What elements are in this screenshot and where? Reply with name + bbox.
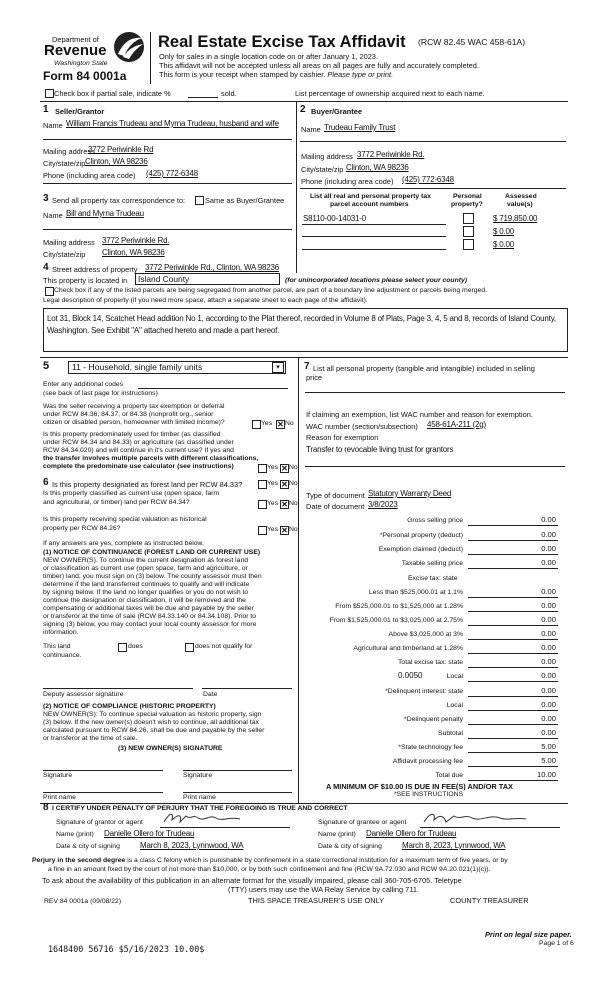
reason-label: Reason for exemption	[306, 433, 379, 442]
if-yes-note: If any answers are yes, complete as instructed below.	[43, 540, 204, 547]
tax-label: Affidavit processing fee	[392, 758, 463, 765]
grantor-signature-icon	[160, 810, 255, 826]
seller-number: 1	[43, 104, 49, 115]
street-label: Street address of property	[52, 265, 138, 274]
notice1-line: continue the designation or classification, it will be removed and the	[43, 597, 246, 604]
notice2-title: (2) NOTICE OF COMPLIANCE (HISTORIC PROPERTY)	[43, 703, 216, 710]
tax-value: 0.00	[541, 728, 556, 737]
page-number: Page 1 of 6	[539, 940, 574, 947]
minimum-note: A MINIMUM OF $10.00 IS DUE IN FEE(S) AND/OR TAX	[326, 782, 513, 791]
current-use-yes-checkbox[interactable]	[258, 500, 267, 509]
owner-signature-label: Signature	[43, 772, 73, 779]
deputy-signature-label: Deputy assessor signature	[43, 691, 124, 698]
doc-date-label: Date of document	[306, 502, 365, 511]
header-note-3: This form is your receipt when stamped by cashier. Please type or print.	[159, 70, 394, 79]
codes-label: Enter any additional codes	[43, 381, 124, 388]
dept-line2: Revenue	[44, 42, 107, 59]
notice1-line: or classification as current use (open space, farm and agriculture, or	[43, 565, 248, 572]
exempt-label: If claiming an exemption, list WAC number and reason for exemption.	[306, 410, 533, 419]
tax-label: Total excise tax: state	[398, 659, 463, 666]
legal-description: Lot 31, Block 14, Scatchet Head addition No 1, according to the Plat thereof, recorded in Volume 8 of Plats, Page 3, 4, 5 and 8, records of Island County, Washington. See Exhibit "A" attached hereto and made a part hereof.	[47, 314, 556, 335]
personal-property-checkbox[interactable]	[463, 226, 474, 237]
corr-mail: 3772 Periwinkle Rd.	[102, 236, 170, 245]
tax-label: Less than $525,000.01 at 1.1%	[368, 589, 463, 596]
dropdown-arrow-icon[interactable]: ▾	[272, 362, 284, 373]
tax-label: Local	[446, 673, 463, 680]
tax-value: 0.00	[541, 700, 556, 709]
tax-value: 5.00	[541, 756, 556, 765]
sec5-number: 5	[43, 360, 50, 372]
perjury-line-1: Perjury in the second degree is a class C felony which is punishable by confinement in a state correctional institution for a maximum term of five years, or by	[32, 857, 508, 864]
dor-swoosh-icon	[112, 30, 146, 64]
corr-number: 3	[43, 193, 49, 204]
tax-label: Above $3,025,000 at 3%	[388, 631, 463, 638]
corr-name-label: Name	[43, 211, 63, 220]
parcel-number: S8110-00-14031-0	[303, 214, 366, 223]
tax-label: From $525,000.01 to $1,525,000 at 1.28%	[335, 603, 463, 610]
q1-line: under RCW 84.36, 84.37, or 84.38 (nonprofit org., senior	[43, 411, 214, 418]
land-does-checkbox[interactable]	[118, 643, 127, 652]
no-label: No	[289, 526, 298, 533]
segregated-checkbox[interactable]	[45, 287, 54, 296]
tax-value: 0.00	[541, 587, 556, 596]
new-owner-sig-title: (3) NEW OWNER(S) SIGNATURE	[118, 745, 223, 752]
sec7-number: 7	[304, 361, 310, 372]
forest-no-checkbox[interactable]: ✕	[281, 480, 288, 489]
recording-stamp: 1648400 56716 $5/16/2023 10.00$	[48, 944, 205, 954]
notice1-line: signing (3) below, you may contact your local county assessor for more	[43, 621, 257, 628]
certify-statement: I CERTIFY UNDER PENALTY OF PERJURY THAT THE FOREGOING IS TRUE AND CORRECT	[52, 805, 348, 812]
street-address: 3772 Periwinkle Rd., Clinton, WA 98236	[145, 263, 279, 272]
corr-name: Bill and Myrna Trudeau	[66, 209, 144, 218]
notice1-line: timber) land, you must sign on (3) below. The county assessor must then	[43, 573, 262, 580]
assessed-value: $ 719,850.00	[493, 214, 538, 223]
grantee-date-label: Date & city of signing	[318, 843, 382, 850]
grantor-sig-label: Signature of grantor or agent	[56, 819, 143, 826]
legal-paper-note: Print on legal size paper.	[485, 930, 572, 939]
grantor-date: March 8, 2023, Lynnwood, WA	[140, 841, 244, 850]
seller-mail: 3772 Periwinkle Rd	[88, 145, 154, 154]
historic-yes-checkbox[interactable]	[258, 526, 267, 535]
continuance-label: continuance.	[43, 652, 82, 659]
q2-no-checkbox[interactable]: ✕	[281, 464, 288, 473]
wac-label: WAC number (section/subsection)	[306, 422, 418, 431]
county-select[interactable]	[135, 273, 280, 285]
personal-property-checkbox[interactable]	[463, 213, 474, 224]
assessed-heading-2: value(s)	[507, 201, 533, 208]
notice1-line: compensating or additional taxes will be due and payable by the seller	[43, 605, 254, 612]
grantee-signature-icon	[420, 810, 530, 826]
owner-signature-label-2: Signature	[183, 772, 213, 779]
header-note-1: Only for sales in a single location code on or after January 1, 2023.	[159, 52, 378, 61]
does-label: does	[128, 643, 143, 650]
notice2-line: (3) below. If the new owner(s) doesn't wish to continue, all additional tax	[43, 719, 259, 726]
county-note: (for unincorporated locations please select your county)	[285, 277, 468, 284]
wac-number: 458-61A-211 (2g)	[427, 420, 486, 429]
buyer-phone: (425) 772-6348	[402, 175, 454, 184]
personal-heading-1: Personal	[453, 193, 482, 200]
location-number: 4	[43, 262, 49, 273]
corr-heading: Send all property tax correspondence to:	[52, 196, 186, 205]
grantee-name-label: Name (print)	[318, 831, 356, 838]
grantor-date-label: Date & city of signing	[56, 843, 120, 850]
this-land-label: This land	[43, 643, 71, 650]
notice1-line: NEW OWNER(S). To continue the current designation as forest land	[43, 557, 249, 564]
treasurer-use-label: THIS SPACE TREASURER'S USE ONLY	[248, 896, 385, 905]
dept-line3: Washington State	[54, 60, 108, 67]
personal-heading-2: property?	[451, 201, 483, 208]
tax-value: 0.00	[541, 558, 556, 567]
assessed-value: $ 0.00	[493, 240, 515, 249]
alt-format-line-1: To ask about the availability of this publication in an alternate format for the visually impaired, please call 360-705-6705. Teletype	[42, 876, 462, 885]
sec6-q3-line: property per RCW 84.26?	[43, 525, 121, 532]
tax-label: *Delinquent penalty	[404, 716, 463, 723]
tax-label: Agricultural and timberland at 1.28%	[353, 645, 463, 652]
tax-value: 5.00	[541, 742, 556, 751]
no-label: No	[289, 500, 298, 507]
tax-value: 0.00	[541, 643, 556, 652]
same-as-buyer-label: Same as Buyer/Grantee	[205, 196, 285, 205]
corr-city-label: City/state/zip	[43, 250, 86, 259]
tax-value: 0.00	[541, 629, 556, 638]
q1-line: Was the seller receiving a property tax exemption or deferral	[43, 403, 225, 410]
doc-type-label: Type of document	[306, 491, 365, 500]
legal-label: Legal description of property (if you need more space, attach a separate sheet to each page of the affidavit).	[43, 297, 368, 304]
current-use-no-checkbox[interactable]: ✕	[281, 500, 288, 509]
historic-no-checkbox[interactable]: ✕	[281, 526, 288, 535]
form-title: Real Estate Excise Tax Affidavit	[158, 33, 406, 51]
grantor-name-label: Name (print)	[56, 831, 94, 838]
tax-value: 0.00	[541, 686, 556, 695]
yes-label: Yes	[267, 480, 279, 487]
partial-sale-checkbox[interactable]	[45, 89, 54, 98]
codes-note: (see back of last page for instructions)	[43, 390, 158, 397]
seller-heading: Seller/Grantor	[55, 107, 105, 116]
notice1-line: determine if the land transferred continues to qualify and will indicate	[43, 581, 250, 588]
county-label: This property is located in	[43, 276, 128, 285]
notice1-line: by signing below. If the land no longer qualifies or you do not wish to	[43, 589, 249, 596]
segregated-label: Check box if any of the listed parcels are being segregated from another parcel, are part of a boundary line adjustment or parcels being merged.	[54, 287, 487, 294]
seller-city-label: City/state/zip	[43, 159, 86, 168]
parcel-heading-1: List all real and personal property tax	[310, 193, 431, 200]
notice2-line: calculated pursuant to RCW 84.26, shall be due and payable by the seller	[43, 727, 265, 734]
tax-value: 0.00	[541, 615, 556, 624]
parcel-heading-2: parcel account numbers	[330, 201, 409, 208]
forest-yes-checkbox[interactable]	[258, 480, 267, 489]
corr-mail-label: Mailing address	[43, 238, 95, 247]
tax-value: 0.00	[541, 530, 556, 539]
yes-label: Yes	[267, 500, 279, 507]
revision-label: REV 84 0001a (09/08/22)	[44, 898, 122, 905]
legal-description-box[interactable]	[43, 308, 568, 352]
tax-label: From $1,525,000.01 to $3,025,000 at 2.75%	[329, 617, 463, 624]
q2-line: the transfer involves multiple parcels with different classifications,	[43, 455, 259, 462]
no-label: No	[289, 480, 298, 487]
buyer-name-label: Name	[301, 125, 321, 134]
county-value: Island County	[138, 274, 190, 284]
doc-type: Statutory Warranty Deed	[368, 489, 452, 498]
q1-yes-checkbox[interactable]	[252, 420, 261, 429]
grantee-date: March 8, 2023, Lynnwood, WA	[402, 841, 506, 850]
q2-line: RCW 84.34.020) and will continue in it's current use? If yes and	[43, 447, 234, 454]
yes-label: Yes	[267, 526, 279, 533]
tax-label: *Personal property (deduct)	[379, 532, 463, 539]
q2-yes-checkbox[interactable]	[258, 464, 267, 473]
corr-city: Clinton, WA 98236	[102, 248, 165, 257]
sec6-q3-line: Is this property receiving special valuation as historical	[43, 516, 207, 523]
tax-value: 0.00	[541, 515, 556, 524]
form-rcw: (RCW 82.45 WAC 458-61A)	[418, 37, 526, 47]
tax-label: Local	[446, 702, 463, 709]
buyer-phone-label: Phone (including area code)	[301, 177, 394, 186]
q1-line: citizen or disabled person, homeowner with limited income)?	[43, 419, 225, 426]
tax-label: Total due	[435, 772, 463, 779]
seller-name-label: Name	[43, 121, 63, 130]
seller-phone-label: Phone (including area code)	[43, 171, 136, 180]
alt-format-line-2: (TTY) users may use the WA Relay Service by calling 711.	[228, 885, 419, 894]
sec8-number: 8	[43, 802, 49, 813]
seller-phone: (425) 772-6348	[146, 169, 198, 178]
notice1-line: or transferor at the time of sale (RCW 84.33.140 or 84.34.108). Prior to	[43, 613, 257, 620]
sec6-number: 6	[43, 477, 49, 488]
land-use-value: 11 - Household, single family units	[72, 362, 203, 372]
same-as-buyer-checkbox[interactable]	[195, 196, 204, 205]
personal-property-checkbox[interactable]	[463, 239, 474, 250]
tax-label: *Delinquent interest: state	[385, 688, 463, 695]
buyer-mail: 3772 Periwinkle Rd.	[357, 150, 425, 159]
grantor-name: Danielle Ollero for Trudeau	[104, 829, 195, 838]
see-instructions: *SEE INSTRUCTIONS	[394, 791, 464, 798]
tax-value: 0.00	[541, 544, 556, 553]
form-number: Form 84 0001a	[43, 69, 127, 83]
notice1-title: (1) NOTICE OF CONTINUANCE (FOREST LAND OR CURRENT USE)	[43, 549, 261, 556]
buyer-mail-label: Mailing address	[301, 152, 353, 161]
sec6-q2-line: and agricultural, or timber) land per RCW 84.34?	[43, 499, 190, 506]
land-does-not-checkbox[interactable]	[185, 643, 194, 652]
sec7-label-1: List all personal property (tangible and intangible) included in selling	[313, 364, 535, 373]
owner-print-label: Print name	[43, 794, 76, 801]
assessed-heading-1: Assessed	[505, 193, 537, 200]
q2-line: complete the predominate use calculator (see instructions)	[43, 463, 234, 470]
buyer-name: Trudeau Family Trust	[324, 123, 396, 132]
seller-city: Clinton, WA 98236	[85, 157, 148, 166]
buyer-city: Clinton, WA 98236	[346, 163, 409, 172]
sold-label: sold.	[221, 89, 237, 98]
grantee-name: Danielle Ollero for Trudeau	[366, 829, 457, 838]
tax-value: 0.00	[541, 657, 556, 666]
land-use-select[interactable]	[68, 361, 286, 374]
seller-mail-label: Mailing address	[43, 147, 95, 156]
tax-value: 10.00	[536, 770, 556, 779]
tax-label: Exemption claimed (deduct)	[378, 546, 463, 553]
notice1-line: information.	[43, 629, 79, 636]
buyer-heading: Buyer/Grantee	[311, 107, 362, 116]
tax-label: Taxable selling price	[401, 560, 463, 567]
assessed-value: $ 0.00	[493, 227, 515, 236]
partial-sale-label: Check box if partial sale, indicate %	[54, 89, 171, 98]
sec6-q1: Is this property designated as forest land per RCW 84.33?	[52, 480, 243, 489]
seller-name: William Francis Trudeau and Myrna Trudeau, husband and wife	[66, 119, 279, 128]
no-label: No	[289, 464, 298, 471]
county-treasurer-label: COUNTY TREASURER	[450, 896, 529, 905]
tax-value: 0.00	[541, 714, 556, 723]
perjury-line-2: a fine in an amount fixed by the court of not more than $10,000, or by both such confinement and fine (RCW 9A.72.030 and RCW 9A.20.021(1)(c)).	[48, 866, 491, 873]
tax-label: Excise tax: state	[408, 575, 458, 582]
sec6-q2-line: Is this property classified as current use (open space, farm	[43, 490, 220, 497]
q2-line: under RCW 84.34 and 84.33) or agriculture (as classified under	[43, 439, 234, 446]
notice2-line: NEW OWNER(S): To continue special valuation as historic property, sign	[43, 711, 262, 718]
grantee-sig-label: Signature of grantee or agent	[318, 819, 407, 826]
tax-label: *State technology fee	[398, 744, 463, 751]
yes-label: Yes	[261, 420, 273, 427]
no-label: No	[285, 420, 294, 427]
yes-label: Yes	[267, 464, 279, 471]
q1-no-checkbox[interactable]: ✕	[277, 420, 284, 429]
local-rate: 0.0050	[398, 671, 423, 680]
deputy-date-label: Date	[203, 691, 218, 698]
does-not-label: does not qualify for	[195, 643, 253, 650]
buyer-number: 2	[300, 104, 306, 115]
dept-line1: Department of	[52, 35, 99, 44]
ownership-note: List percentage of ownership acquired next to each name.	[295, 89, 485, 98]
doc-date: 3/8/2023	[368, 500, 398, 509]
tax-value: 0.00	[541, 601, 556, 610]
sec7-label-2: price	[306, 373, 323, 382]
tax-value: 0.00	[541, 671, 556, 680]
header-note-2: This affidavit will not be accepted unless all areas on all pages are fully and accurately completed.	[159, 61, 479, 70]
tax-label: Gross selling price	[407, 517, 463, 524]
exemption-reason: Transfer to revocable living trust for grantors	[306, 445, 454, 454]
notice2-line: or transferor at the time of sale.	[43, 735, 138, 742]
owner-print-label-2: Print name	[183, 794, 216, 801]
tax-label: Subtotal	[438, 730, 463, 737]
buyer-city-label: City/state/zip	[301, 165, 344, 174]
q2-line: Is this property predominately used for timber (as classified	[43, 431, 221, 438]
